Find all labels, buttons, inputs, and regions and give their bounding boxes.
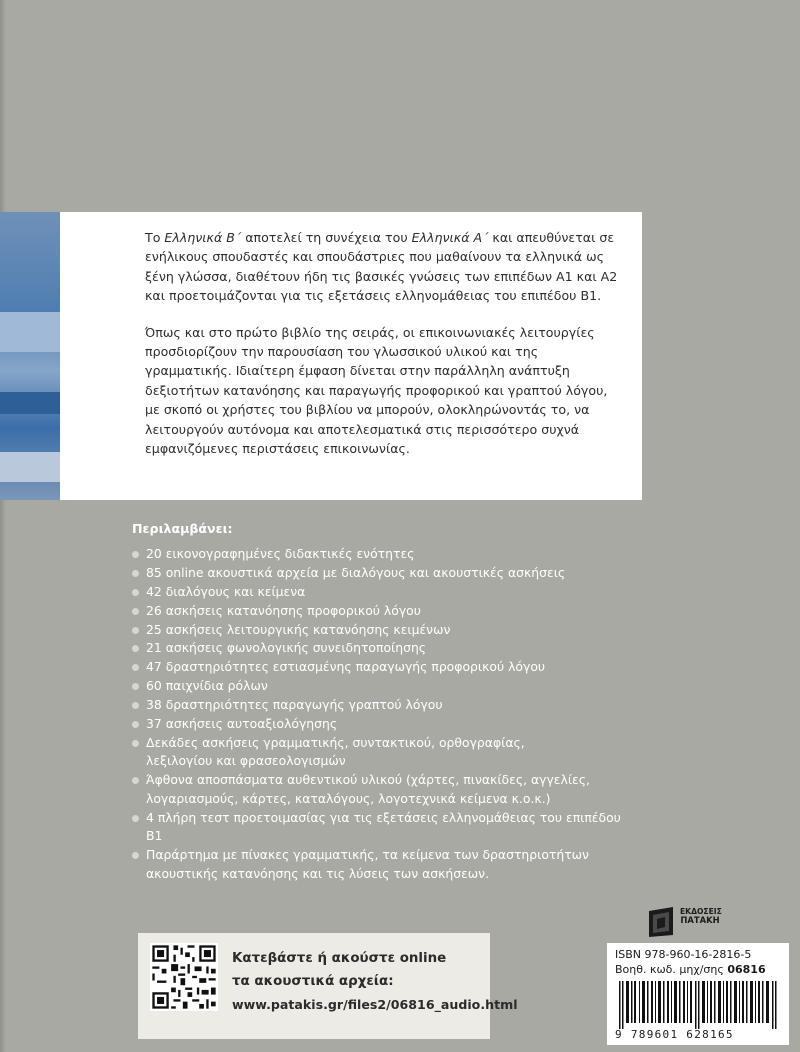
bullet-icon	[132, 721, 139, 728]
bullet-icon	[132, 645, 139, 652]
list-item: 60 παιχνίδια ρόλων	[132, 677, 692, 696]
audio-url-link[interactable]: www.patakis.gr/files2/06816_audio.html	[232, 997, 518, 1012]
publisher-name-line1: ΕΚΔΟΣΕΙΣ	[680, 907, 722, 916]
barcode-number: 9 789601 628165	[615, 1028, 734, 1041]
list-item: 26 ασκήσεις κατανόησης προφορικού λόγου	[132, 602, 692, 621]
list-item: Δεκάδες ασκήσεις γραμματικής, συντακτικού, ορθογραφίας, λεξιλογίου και φρασεολογισμών	[132, 734, 556, 771]
bullet-icon	[132, 589, 139, 596]
decorative-photo-strip	[0, 212, 60, 500]
contents-title: Περιλαμβάνει:	[132, 521, 233, 536]
bullet-icon	[132, 777, 139, 784]
bullet-icon	[132, 551, 139, 558]
bullet-icon	[132, 852, 139, 859]
list-item: 47 δραστηριότητες εστιασμένης παραγωγής προφορικού λόγου	[132, 658, 692, 677]
bullet-icon	[132, 740, 139, 747]
publisher-name-line2: ΠΑΤΑΚΗ	[680, 915, 720, 925]
list-item: 4 πλήρη τεστ προετοιμασίας για τις εξετάσεις ελληνομάθειας του επιπέδου Β1	[132, 809, 626, 846]
intro-text-box	[60, 212, 642, 500]
audio-download-text: Κατεβάστε ή ακούστε online	[232, 951, 447, 966]
contents-list-section	[132, 521, 692, 883]
bullet-icon	[132, 815, 139, 822]
list-item: 85 online ακουστικά αρχεία με διαλόγους και ακουστικές ασκήσεις	[132, 564, 692, 583]
book-title-a: Ελληνικά Α΄	[411, 230, 489, 245]
bullet-icon	[132, 702, 139, 709]
qr-code-icon[interactable]	[150, 943, 218, 1011]
isbn-number: ISBN 978-960-16-2816-5	[615, 948, 752, 961]
contents-list	[132, 545, 692, 883]
list-item: 42 διαλόγους και κείμενα	[132, 583, 692, 602]
list-item: 38 δραστηριότητες παραγωγής γραπτού λόγου	[132, 696, 692, 715]
list-item: Άφθονα αποσπάσματα αυθεντικού υλικού (χάρτες, πινακίδες, αγγελίες, λογαριασμούς, κάρτες, καταλόγους, λογοτεχνικά κείμενα κ.ο.κ.)	[132, 771, 631, 808]
barcode-icon	[615, 981, 781, 1029]
bullet-icon	[132, 664, 139, 671]
intro-paragraph-2: Όπως και στο πρώτο βιβλίο της σειράς, οι επικοινωνιακές λειτουργίες προσδιορίζουν την παρουσίαση του γλωσσικού υλικού και της γραμματικής. Ιδιαίτερη έμφαση δίνεται στην παράλληλη ανάπτυξη δεξιοτήτων κατανόησης και παραγωγής προφορικού και γραπτού λόγου, με σκοπό οι χρήστες του βιβλίου να μπορούν, ολοκληρώνοντάς το, να λειτουργούν αυτόνομα και αποτελεσματικά στις περισσότερο συχνά εμφανιζόμενες περιστάσεις επικοινωνίας.	[145, 324, 608, 457]
publisher-name	[680, 907, 720, 925]
isbn-box	[607, 943, 789, 1045]
bullet-icon	[132, 570, 139, 577]
product-code: Βοηθ. κωδ. μηχ/σης 06816	[615, 963, 766, 976]
bullet-icon	[132, 627, 139, 634]
list-item: 37 ασκήσεις αυτοαξιολόγησης	[132, 715, 692, 734]
cover-spine-shadow	[0, 0, 6, 1052]
list-item: 25 ασκήσεις λειτουργικής κατανόησης κειμένων	[132, 621, 692, 640]
audio-download-box	[138, 933, 518, 1039]
product-code-number: 06816	[727, 963, 766, 976]
list-item: Παράρτημα με πίνακες γραμματικής, τα κείμενα των δραστηριοτήτων ακουστικής κατανόησης και τις λύσεις των ασκήσεων.	[132, 846, 626, 883]
list-item: 21 ασκήσεις φωνολογικής συνειδητοποίησης	[132, 639, 692, 658]
audio-files-text: τα ακουστικά αρχεία:	[232, 974, 394, 989]
book-title-b: Ελληνικά Β΄	[164, 230, 242, 245]
bullet-icon	[132, 683, 139, 690]
bullet-icon	[132, 608, 139, 615]
list-item: 20 εικονογραφημένες διδακτικές ενότητες	[132, 545, 692, 564]
intro-paragraph-1: Το Ελληνικά Β΄ αποτελεί τη συνέχεια του Ελληνικά Α΄ και απευθύνεται σε ενήλικους σπουδαστές και σπουδάστριες που μαθαίνουν τα ελληνικά ως ξένη γλώσσα, διαθέτουν ήδη τις βασικές γνώσεις των επιπέδων Α1 και Α2 και προετοιμάζονται για τις εξετάσεις ελληνομάθειας του επιπέδου Β1.	[145, 230, 618, 304]
